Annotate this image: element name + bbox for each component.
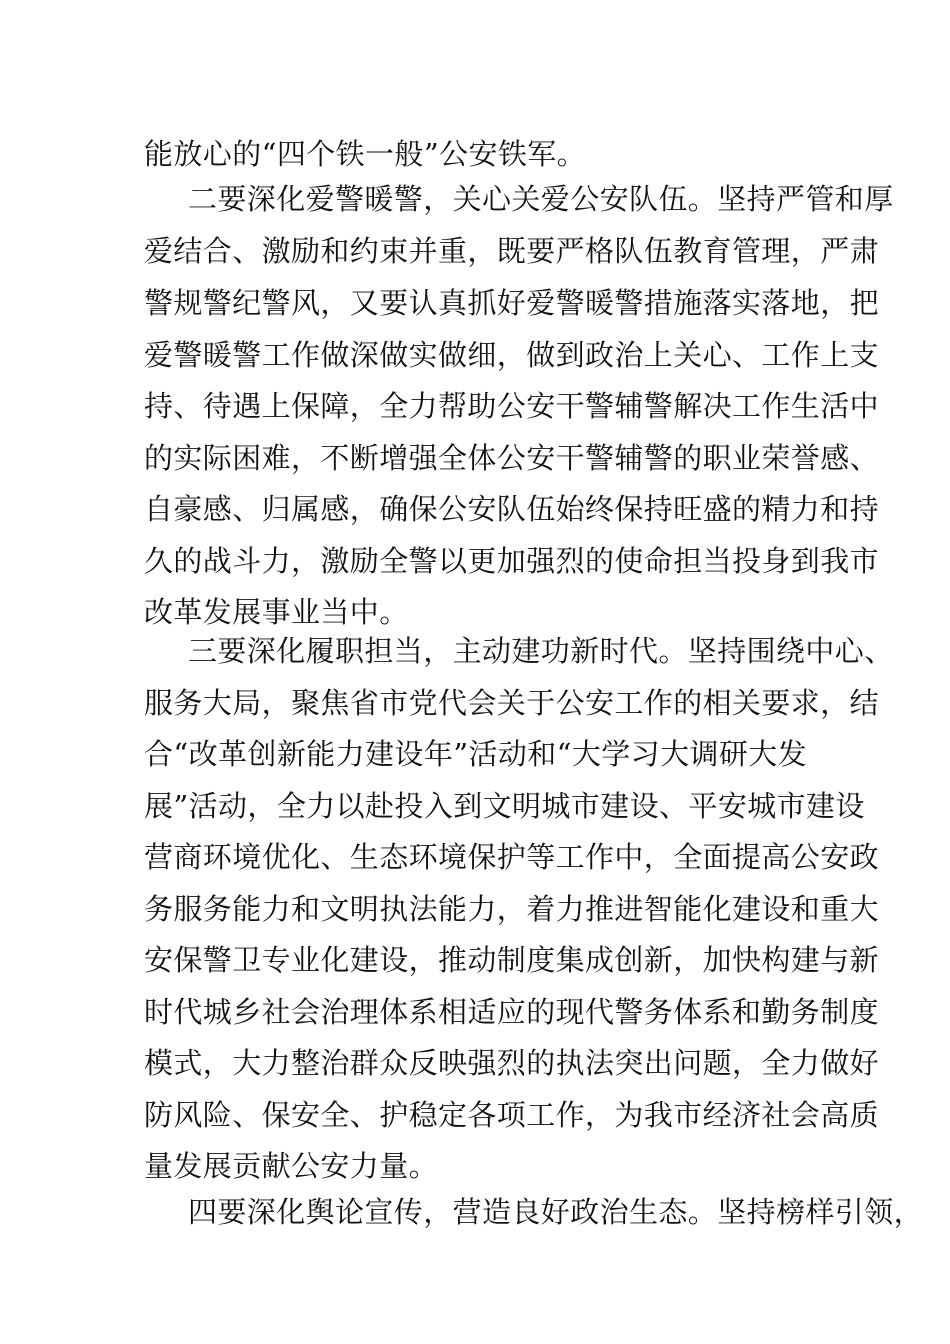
text-line: 展”活动，全力以赴投入到文明城市建设、平安城市建设 xyxy=(144,789,865,823)
paragraph-2-start: 二要深化爱警暖警，关心关爱公安队伍。坚持严管和厚 xyxy=(188,182,894,216)
paragraph-4-start: 四要深化舆论宣传，营造良好政治生态。坚持榜样引领， xyxy=(188,1195,924,1229)
text-line: 自豪感、归属感，确保公安队伍始终保持旺盛的精力和持 xyxy=(144,492,880,526)
text-line: 量发展贡献公安力量。 xyxy=(144,1149,439,1183)
text-line: 爱警暖警工作做深做实做细，做到政治上关心、工作上支 xyxy=(144,338,880,372)
text-line: 防风险、保安全、护稳定各项工作，为我市经济社会高质 xyxy=(144,1098,880,1132)
text-line: 持、待遇上保障，全力帮助公安干警辅警解决工作生活中 xyxy=(144,389,880,423)
text-line: 营商环境优化、生态环境保护等工作中，全面提高公安政 xyxy=(144,840,880,874)
paragraph-3-start: 三要深化履职担当，主动建功新时代。坚持围绕中心、 xyxy=(188,634,894,668)
text-line: 改革发展事业当中。 xyxy=(144,595,409,629)
text-line: 服务大局，聚焦省市党代会关于公安工作的相关要求，结 xyxy=(144,686,880,720)
text-line: 能放心的“四个铁一般”公安铁军。 xyxy=(144,137,587,171)
text-line: 安保警卫专业化建设，推动制度集成创新，加快构建与新 xyxy=(144,943,880,977)
text-line: 警规警纪警风，又要认真抓好爱警暖警措施落实落地，把 xyxy=(144,286,880,320)
text-line: 时代城乡社会治理体系相适应的现代警务体系和勤务制度 xyxy=(144,995,880,1029)
text-line: 的实际困难，不断增强全体公安干警辅警的职业荣誉感、 xyxy=(144,441,880,475)
text-line: 模式，大力整治群众反映强烈的执法突出问题，全力做好 xyxy=(144,1046,880,1080)
text-line: 久的战斗力，激励全警以更加强烈的使命担当投身到我市 xyxy=(144,544,880,578)
text-line: 合“改革创新能力建设年”活动和“大学习大调研大发 xyxy=(144,737,808,771)
text-line: 务服务能力和文明执法能力，着力推进智能化建设和重大 xyxy=(144,892,880,926)
text-line: 爱结合、激励和约束并重，既要严格队伍教育管理，严肃 xyxy=(144,234,880,268)
